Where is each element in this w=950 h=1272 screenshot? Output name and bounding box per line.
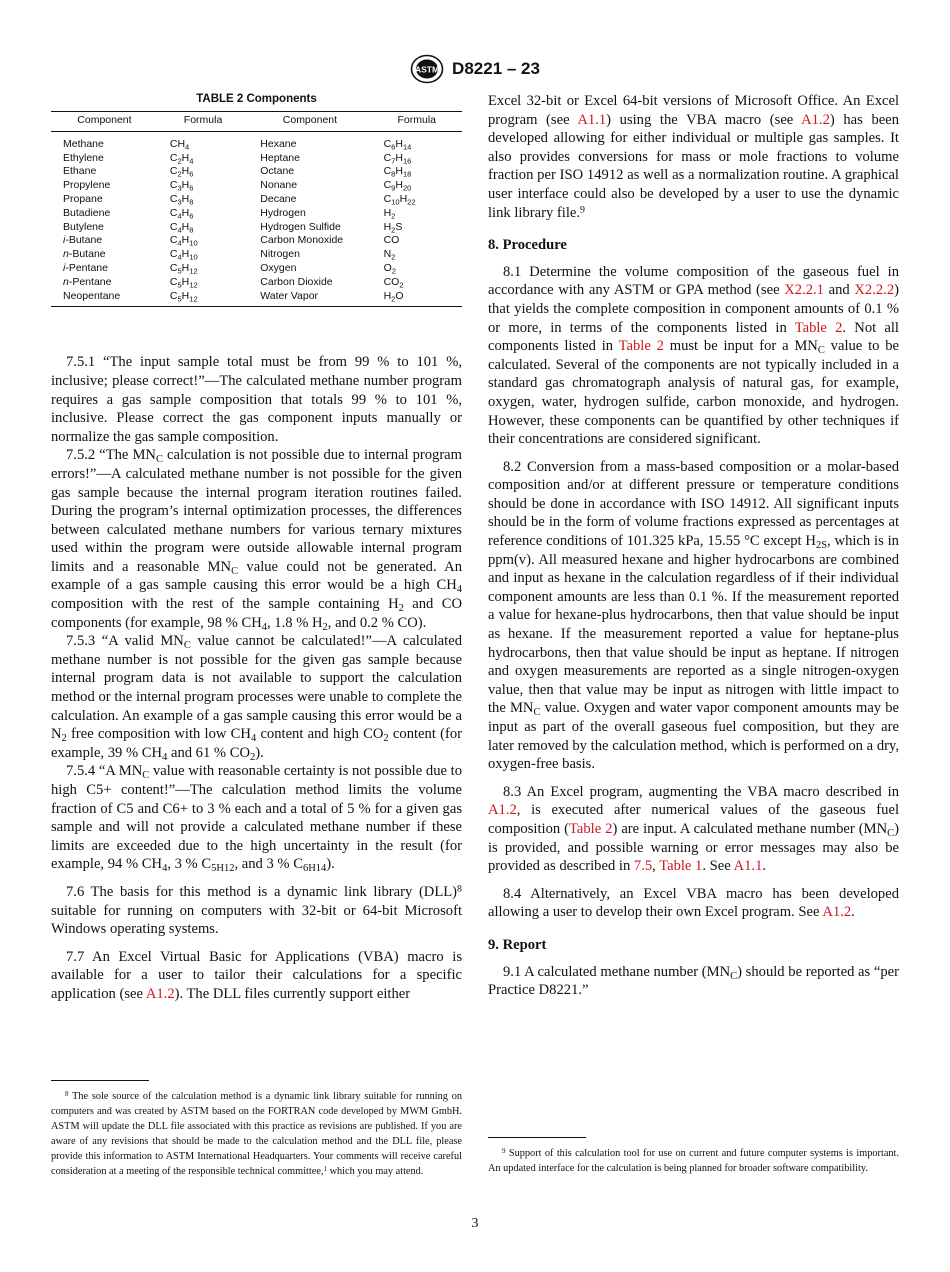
formula-cell: $C_6H_{14}$ (383, 137, 412, 152)
component-cell: Carbon Dioxide (260, 275, 333, 288)
cross-reference-link[interactable]: X2.2.2 (854, 282, 895, 299)
component-cell: i-Butane (63, 234, 103, 247)
formula-cell: $C_8H_{18}$ (383, 165, 412, 179)
table-row (51, 179, 462, 193)
para-8-1: 8.1 Determine the volume composition of the gaseous fuel in accordance with any ASTM or GPA method (see X2.2.1 and X2.2.2) that yields the complete composition in component amounts of 0.1 % or more, in terms of the components listed in Table 2. Not all components listed in Table 2 must be input for a $MN_C$ value to be calculated. Several of the components are not typically included in a standard gas chromatograph analysis of natural gas, for example, oxygen, water, hydrogen sulfide, carbon monoxide, and hydrogen. However, these components can be quantified by other techniques if their concentrations are considered significant. (488, 263, 899, 448)
component-cell: Methane (63, 137, 104, 150)
section-heading-report: 9. Report (488, 936, 547, 953)
formula-cell: $O_2$ (383, 261, 396, 276)
component-cell: Nonane (260, 179, 298, 192)
component-cell: Propylene (63, 179, 111, 192)
table-row (51, 131, 462, 151)
para-7-7-continued: Excel 32-bit or Excel 64-bit versions of Microsoft Office. An Excel program (see A1.1) using the VBA macro (see A1.2) has been developed allowing for either individual or multiple gas samples. It also provides conversions for mass or mole fractions to volume fraction per ISO 14912 as well as a normalization routine. A graphical user interface could also be developed by a user to use the dynamic link library file.$^9$ (488, 93, 899, 221)
cross-reference-link[interactable]: Table 1 (659, 858, 703, 875)
footnote-rule (488, 1137, 586, 1138)
component-cell: Oxygen (260, 261, 297, 274)
component-cell: Ethylene (63, 151, 104, 164)
left-column (51, 92, 462, 1004)
component-cell: Water Vapor (248, 290, 371, 307)
formula-cell: $H_2S$ (383, 220, 403, 234)
cross-reference-link[interactable]: A1.2 (145, 985, 175, 1002)
cross-reference-link[interactable]: A1.2 (488, 802, 517, 819)
para-7-5-2: 7.5.2 “The $MN_C$ calculation is not possible due to internal program errors!”—A calculated methane number is not possible for the given gas sample because the internal program iteration routines failed. During the program’s internal optimization processes, the differences between calculated methane numbers for various ternary mixtures used within the program were outside allowable internal program limits and a reasonable $MN_C$ value could not be generated. An example of a gas sample causing this error would be a high $CH_4$ composition with the rest of the sample containing $H_2$ and CO components (for example, 98 % $CH_4$, 1.8 % $H_2$, and 0.2 % CO). (51, 447, 463, 633)
formula-cell: $N_2$ (383, 248, 396, 262)
para-8-3: 8.3 An Excel program, augmenting the VBA macro described in A1.2, is executed after numerical values of the gaseous fuel composition (Table 2) are input. A calculated methane number $(MN_C)$ is provided, and possible warning or error messages may also be provided as described in 7.5, Table 1. See A1.1. (488, 783, 899, 875)
formula-cell: $H_2O$ (372, 290, 462, 307)
formula-cell: $CH_4$ (169, 137, 190, 152)
cross-reference-link[interactable]: A1.1 (577, 111, 607, 128)
formula-cell: $C_5H_{12}$ (169, 261, 198, 276)
table-row (51, 248, 462, 262)
component-cell: n-Pentane (63, 275, 112, 288)
component-cell: Nitrogen (260, 248, 300, 261)
cross-reference-link[interactable]: A1.2 (801, 111, 830, 128)
para-8-4: 8.4 Alternatively, an Excel VBA macro has been developed allowing a user to develop their own Excel program. See A1.2. (488, 885, 899, 921)
formula-cell: $C_4H_6$ (169, 206, 194, 221)
component-cell: i-Pentane (63, 261, 108, 274)
table-header: Component (248, 112, 371, 132)
para-7-6: 7.6 The basis for this method is a dynamic link library (DLL)$^8$ suitable for running on computers with 32-bit or 64-bit Microsoft Windows operating systems. (51, 883, 462, 938)
component-cell: Ethane (63, 165, 97, 178)
footnote-8: $^8$ The sole source of the calculation method is a dynamic link library suitable for running on computers and was created by ASTM based on the FORTRAN code developed by MWM GmbH. ASTM will update the DLL file associated with this practice as revisions are published. If you are aware of any revisions that should be made to the calculation method and the DLL file, please provide this information to ASTM International Headquarters. Your comments will receive careful consideration at a meeting of the responsible technical committee,$^1$ which you may attend. (51, 1089, 462, 1177)
component-cell: Heptane (260, 151, 300, 164)
cross-reference-link[interactable]: Table 2 (569, 820, 613, 837)
document-designation: D8221 – 23 (452, 59, 540, 78)
component-cell: Butylene (63, 220, 104, 233)
table-row (51, 207, 462, 221)
footnote-9: $^9$ Support of this calculation tool for use on current and future computer systems is important. An updated interface for the calculation is being planned for broader software compatibility. (488, 1146, 899, 1174)
page-number: 3 (471, 1216, 479, 1231)
component-cell: Octane (260, 165, 295, 178)
cross-reference-link[interactable]: 7.5 (633, 858, 653, 875)
para-7-5-4: 7.5.4 “A $MN_C$ value with reasonable certainty is not possible due to high C5+ content!”—The calculation method limits the volume fraction of C5 and C6+ to 3 % each and a total of 5 % for a given gas sample and will not provide a calculated methane number if these limits are exceeded due to the high uncertainty in the result (for example, 94 % $CH_4$, 3 % $C_{5H12}$, and 3 % $C_{6H14}$). (51, 763, 462, 875)
cross-reference-link[interactable]: A1.1 (733, 858, 763, 875)
cross-reference-link[interactable]: Table 2 (794, 319, 843, 336)
component-cell: Hydrogen (260, 206, 306, 219)
component-cell: Carbon Monoxide (260, 234, 344, 247)
formula-cell: $C_2H_4$ (169, 151, 194, 165)
table-header: Formula (158, 112, 248, 132)
para-7-5-1: 7.5.1 “The input sample total must be from 99 % to 101 %, inclusive; please correct!”—The calculated methane number program requires a gas sample composition that totals 99 % to 101 %, inclusive. Please correct the gas component inputs manually or normalize the gas sample composition. (51, 354, 462, 445)
para-7-5-3: 7.5.3 “A valid $MN_C$ value cannot be calculated!”—A calculated methane number is not possible for the given gas sample because internal program data is not available to support the calculation method or the internal program processes were unable to complete the calculation. An example of a gas sample causing this error would be a $N_2$ free composition with low $CH_4$ content and high $CO_2$ content (for example, 39 % $CH_4$ and 61 % $CO_2$). (51, 633, 462, 763)
formula-cell: $C_{10}H_{22}$ (383, 192, 416, 207)
para-7-7: 7.7 An Excel Virtual Basic for Applications (VBA) macro is available for a user to tailor their calculations for a specific application (see A1.2). The DLL files currently support either (51, 948, 462, 1002)
table-header: Component (51, 112, 158, 132)
formula-cell: CO (383, 234, 400, 247)
formula-cell: $C_9H_{20}$ (383, 179, 412, 193)
components-table (51, 111, 462, 307)
table-title: TABLE 2 Components (196, 93, 317, 105)
table-row (51, 152, 462, 166)
component-cell: Butadiene (63, 206, 111, 219)
table-row (51, 290, 462, 307)
astm-logo-icon (410, 54, 444, 84)
formula-cell: $C_5H_{12}$ (169, 275, 198, 290)
formula-cell: $C_7H_{16}$ (383, 151, 412, 165)
svg-text:ASTM: ASTM (415, 64, 440, 75)
component-cell: Neopentane (51, 290, 158, 307)
table-row (51, 276, 462, 290)
formula-cell: $C_2H_6$ (169, 165, 194, 179)
para-9-1: 9.1 A calculated methane number $(MN_C)$ should be reported as “per Practice D8221.” (488, 963, 899, 999)
cross-reference-link[interactable]: A1.2 (822, 904, 852, 921)
table-header: Formula (372, 112, 462, 132)
section-heading-procedure: 8. Procedure (488, 237, 567, 254)
cross-reference-link[interactable]: X2.2.1 (784, 282, 824, 299)
formula-cell: $C_3H_6$ (169, 179, 194, 193)
component-cell: Hexane (260, 137, 297, 150)
table-row (51, 193, 462, 207)
footnote-8-block (51, 1080, 462, 1179)
para-8-2: 8.2 Conversion from a mass-based composition or a molar-based composition and/or at different pressure or temperature conditions should be done in accordance with ISO 14912. All significant inputs should be in the form of volume fractions expressed as percentages at reference conditions of 101.325 kPa, 15.55 °C except $H_{2S}$, which is in ppm(v). All measured hexane and higher hydrocarbons are combined and input as hexane in the calculation regardless of if their individual component amounts are less than 0.1 %. If the measurement reported a value for hexane-plus hydrocarbons, then that value should be input as hexane. If the measurement reported a value for heptane-plus hydrocarbons, then that value should be input as heptane. If nitrogen and oxygen measurements are reported as a single nitrogen-oxygen value, then that value may be input as nitrogen with little impact to the $MN_C$ value. Oxygen and water vapor component amounts may be input as part of the overall gaseous fuel composition, but they are later removed by the calculation method, which is performed on a dry, oxygen-free basis. (488, 458, 900, 773)
component-cell: Hydrogen Sulfide (260, 220, 341, 233)
table-row (51, 165, 462, 179)
footnote-9-block (488, 1137, 899, 1176)
component-cell: n-Butane (63, 248, 106, 261)
table-row (51, 262, 462, 276)
formula-cell: $C_5H_{12}$ (158, 290, 248, 307)
formula-cell: $C_4H_8$ (169, 220, 194, 234)
table-row (51, 234, 462, 248)
cross-reference-link[interactable]: Table 2 (618, 338, 664, 355)
footnote-rule (51, 1080, 149, 1081)
formula-cell: $CO_2$ (383, 275, 404, 290)
component-cell: Decane (260, 192, 297, 205)
component-cell: Propane (63, 192, 103, 205)
page-header (0, 54, 950, 84)
formula-cell: $C_4H_{10}$ (169, 234, 198, 248)
table-row (51, 221, 462, 235)
formula-cell: $C_4H_{10}$ (169, 248, 198, 262)
formula-cell: $C_3H_8$ (169, 192, 194, 207)
right-column (488, 92, 899, 1000)
formula-cell: $H_2$ (383, 206, 396, 221)
